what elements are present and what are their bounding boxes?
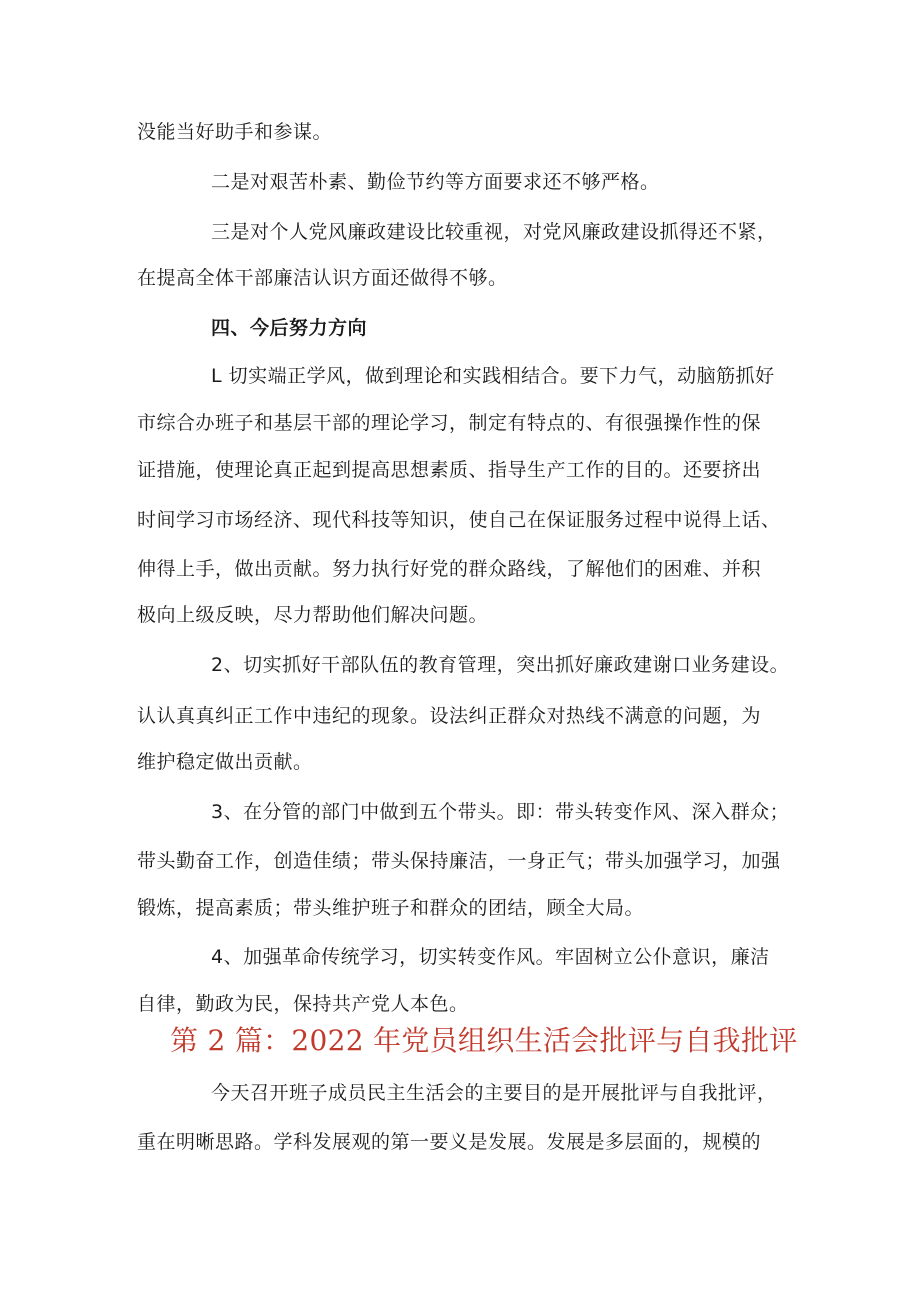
paragraph-line: 重在明晰思路。学科发展观的第一要义是发展。发展是多层面的，规模的 (137, 1131, 762, 1153)
paragraph-line: L 切实端正学风，做到理论和实践相结合。要下力气，动脑筋抓好 (211, 365, 775, 387)
section-heading: 四、今后努力方向 (211, 317, 368, 339)
paragraph-line: 3、在分管的部门中做到五个带头。即：带头转变作风、深入群众； (211, 801, 790, 823)
paragraph-line: 2、切实抓好干部队伍的教育管理，突出抓好廉政建谢口业务建设。 (211, 654, 790, 676)
paragraph-line: 带头勤奋工作，创造佳绩；带头保持廉洁，一身正气；带头加强学习，加强 (137, 850, 781, 872)
paragraph-line: 极向上级反映，尽力帮助他们解决问题。 (137, 604, 489, 626)
paragraph-line: 在提高全体干部廉洁认识方面还做得不够。 (137, 267, 508, 289)
section-title: 第 2 篇：2022 年党员组织生活会批评与自我批评 (170, 1024, 798, 1057)
paragraph-line: 自律，勤政为民，保持共产党人本色。 (137, 993, 469, 1015)
paragraph-line: 市综合办班子和基层干部的理论学习，制定有特点的、有很强操作性的保 (137, 412, 762, 434)
paragraph-line: 伸得上手，做出贡献。努力执行好党的群众路线，了解他们的困难、并积 (137, 558, 762, 580)
paragraph-line: 锻炼，提高素质；带头维护班子和群众的团结，顾全大局。 (137, 897, 645, 919)
paragraph-line: 二是对艰苦朴素、勤俭节约等方面要求还不够严格。 (211, 171, 660, 193)
paragraph-line: 三是对个人党风廉政建设比较重视，对党风廉政建设抓得还不紧， (211, 221, 777, 243)
paragraph-line: 证措施，使理论真正起到提高思想素质、指导生产工作的目的。还要挤出 (137, 459, 762, 481)
paragraph-line: 时间学习市场经济、现代科技等知识，使自己在保证服务过程中说得上话、 (137, 509, 781, 531)
paragraph-line: 维护稳定做出贡献。 (137, 751, 313, 773)
paragraph-line: 4、加强革命传统学习，切实转变作风。牢固树立公仆意识，廉洁 (211, 946, 770, 968)
paragraph-line: 没能当好助手和参谋。 (137, 121, 333, 143)
paragraph-line: 今天召开班子成员民主生活会的主要目的是开展批评与自我批评， (211, 1082, 777, 1104)
paragraph-line: 认认真真纠正工作中违纪的现象。设法纠正群众对热线不满意的问题，为 (137, 705, 762, 727)
